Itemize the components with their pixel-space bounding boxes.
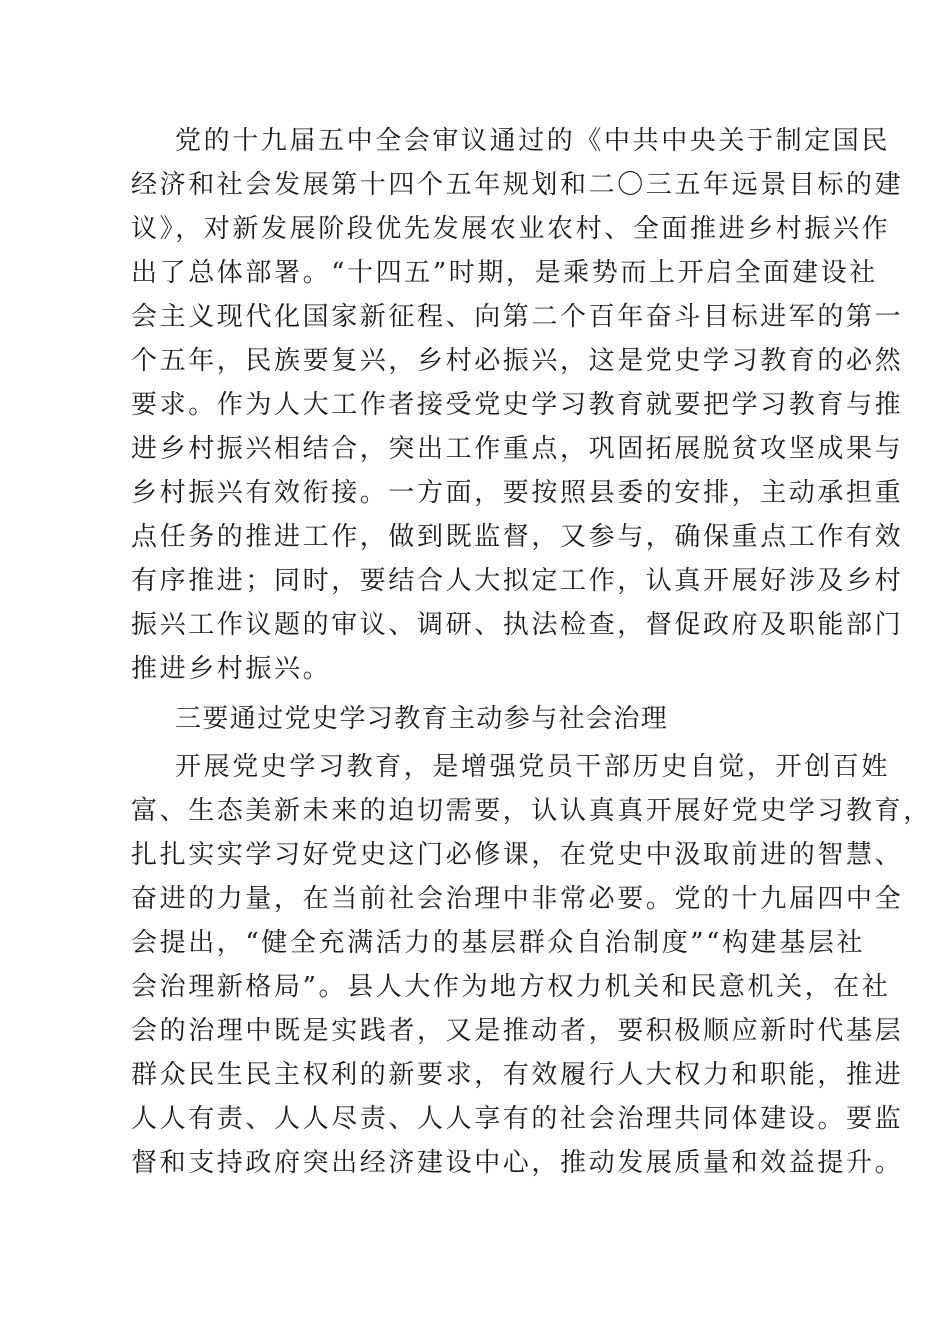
paragraph-1-line-4: 出了总体部署。“十四五”时期，是乘势而上开启全面建设社 — [131, 258, 878, 288]
paragraph-1-line-2: 经济和社会发展第十四个五年规划和二〇三五年远景目标的建 — [131, 170, 904, 200]
section-heading: 三要通过党史学习教育主动参与社会治理 — [175, 704, 669, 734]
paragraph-2-line-8: 群众民生民主权利的新要求，有效履行人大权力和职能，推进 — [131, 1060, 904, 1090]
paragraph-1-line-12: 振兴工作议题的审议、调研、执法检查，督促政府及职能部门 — [131, 610, 904, 640]
paragraph-2-line-2: 富、生态美新未来的迫切需要，认认真真开展好党史学习教育， — [131, 796, 932, 826]
paragraph-1-line-10: 点任务的推进工作，做到既监督，又参与，确保重点工作有效 — [131, 522, 904, 552]
paragraph-2-line-6: 会治理新格局”。县人大作为地方权力机关和民意机关，在社 — [131, 972, 891, 1002]
paragraph-2-line-9: 人人有责、人人尽责、人人享有的社会治理共同体建设。要监 — [131, 1104, 904, 1134]
paragraph-1-line-8: 进乡村振兴相结合，突出工作重点，巩固拓展脱贫攻坚成果与 — [131, 434, 904, 464]
paragraph-2-line-1: 开展党史学习教育，是增强党员干部历史自觉，开创百姓 — [175, 752, 891, 782]
paragraph-2-line-7: 会的治理中既是实践者，又是推动者，要积极顺应新时代基层 — [131, 1016, 904, 1046]
paragraph-2-line-4: 奋进的力量，在当前社会治理中非常必要。党的十九届四中全 — [131, 884, 904, 914]
paragraph-2-line-3: 扎扎实实学习好党史这门必修课，在党史中汲取前进的智慧、 — [131, 840, 904, 870]
paragraph-1-line-9: 乡村振兴有效衔接。一方面，要按照县委的安排，主动承担重 — [131, 478, 904, 508]
paragraph-1-line-1: 党的十九届五中全会审议通过的《中共中央关于制定国民 — [175, 126, 891, 156]
paragraph-1-line-11: 有序推进；同时，要结合人大拟定工作，认真开展好涉及乡村 — [131, 566, 904, 596]
paragraph-1-line-13: 推进乡村振兴。 — [131, 654, 332, 684]
paragraph-2-line-5: 会提出，“健全充满活力的基层群众自治制度”“构建基层社 — [131, 928, 866, 958]
paragraph-2-line-10: 督和支持政府突出经济建设中心，推动发展质量和效益提升。 — [131, 1148, 904, 1178]
paragraph-1-line-3: 议》，对新发展阶段优先发展农业农村、全面推进乡村振兴作 — [131, 214, 891, 244]
paragraph-1-line-6: 个五年，民族要复兴，乡村必振兴，这是党史学习教育的必然 — [131, 346, 904, 376]
paragraph-1-line-5: 会主义现代化国家新征程、向第二个百年奋斗目标进军的第一 — [131, 302, 904, 332]
paragraph-1-line-7: 要求。作为人大工作者接受党史学习教育就要把学习教育与推 — [131, 390, 904, 420]
